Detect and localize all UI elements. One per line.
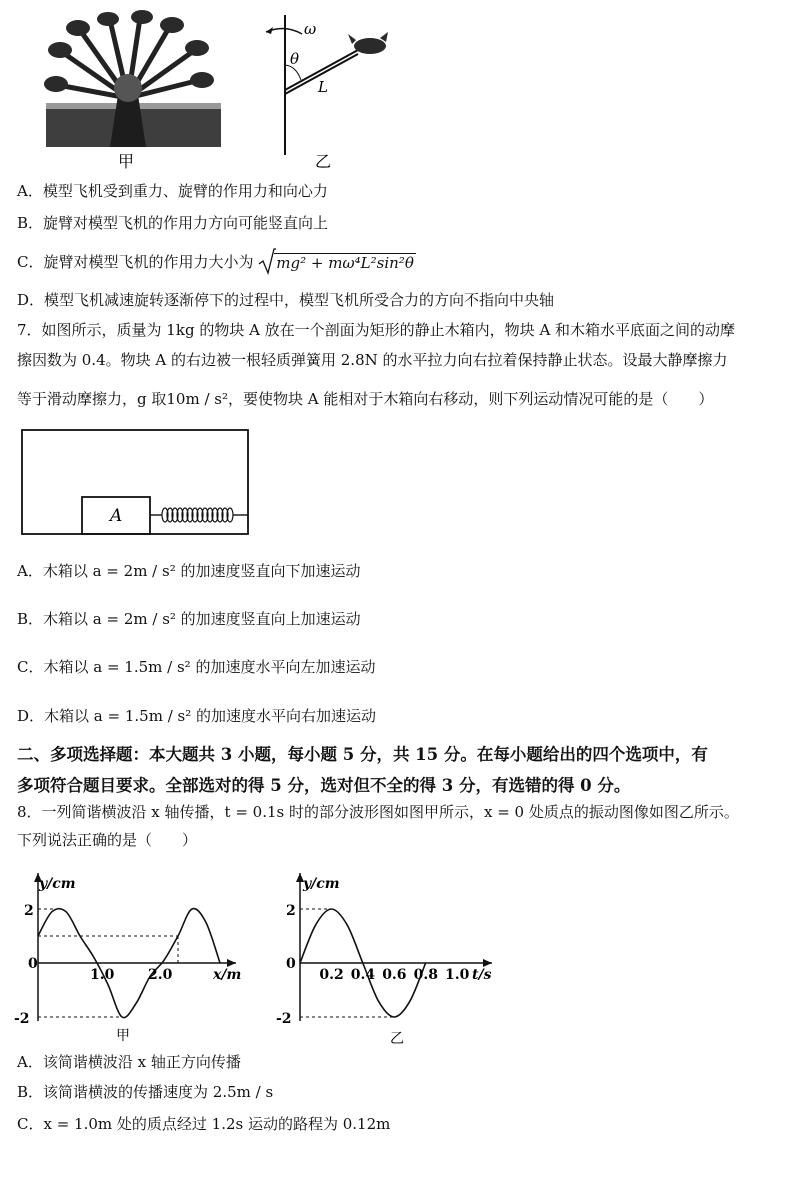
yi-xlabel: t/s [472, 967, 492, 983]
q8-stem-line2: 下列说法正确的是（ ） [17, 831, 198, 849]
yi-ytick-neg2: -2 [276, 1011, 292, 1027]
spring [162, 508, 233, 522]
yi-xtick-0-4: 0.4 [350, 967, 376, 983]
yi-caption: 乙 [390, 1031, 404, 1045]
jia-xtick-1: 1.0 [90, 967, 115, 983]
sqrt-formula [258, 253, 416, 273]
jia-ytick-2: 2 [24, 903, 34, 919]
box-spring-diagram [20, 428, 252, 538]
q8-stem-line1: 8．一列简谐横波沿 x 轴传播，t = 0.1s 时的部分波形图如图甲所示，x = 0 处质点的振动图像如图乙所示。 [17, 803, 739, 821]
q7-stem-line1: 7．如图所示，质量为 1kg 的物块 A 放在一个剖面为矩形的静止木箱内，物块 A 和木箱水平底面之间的动摩 [17, 321, 736, 339]
wooden-box [22, 430, 248, 534]
yi-xticks [319, 967, 469, 983]
q6-option-c-text: C．旋臂对模型飞机的作用力大小为 [17, 253, 254, 271]
jia-xlabel: x/m [213, 967, 242, 983]
q6-option-a: A．模型飞机受到重力、旋臂的作用力和向心力 [17, 182, 328, 200]
ride-photo [44, 10, 221, 147]
jia-axes [34, 873, 236, 1021]
section2-heading-line2: 多项符合题目要求。全部选对的得 5 分，选对但不全的得 3 分，有选错的得 0 分。 [17, 776, 631, 795]
length-label: L [318, 78, 328, 96]
q8-option-b: B．该简谐横波的传播速度为 2.5m / s [17, 1083, 274, 1101]
ride-figure [40, 10, 440, 180]
omega-label: ω [304, 20, 317, 38]
diagram-caption: 乙 [315, 152, 332, 171]
sqrt-sign [258, 248, 276, 276]
photo-caption: 甲 [118, 152, 135, 171]
vibration-chart-yi [270, 865, 510, 1045]
q7-option-d: D．木箱以 a = 1.5m / s² 的加速度水平向右加速运动 [17, 707, 376, 725]
q7-stem-line3: 等于滑动摩擦力，g 取10m / s²，要使物块 A 能相对于木箱向右移动，则下列运动情况可能的是（ ） [17, 390, 714, 408]
jia-ylabel: y/cm [39, 876, 76, 892]
yi-ylabel: y/cm [303, 876, 340, 892]
section2-heading-line1: 二、多项选择题：本大题共 3 小题，每小题 5 分，共 15 分。在每小题给出的四个选项中，有 [17, 745, 708, 764]
q7-stem-line2: 擦因数为 0.4。物块 A 的右边被一根轻质弹簧用 2.8N 的水平拉力向右拉着保持静止状态。设最大静摩擦力 [17, 351, 728, 369]
x-axis-arrow [483, 959, 492, 967]
yi-xtick-1-0: 1.0 [445, 967, 470, 983]
jia-ytick-neg2: -2 [14, 1011, 30, 1027]
q7-option-b: B．木箱以 a = 2m / s² 的加速度竖直向上加速运动 [17, 610, 361, 628]
q8-option-a: A．该简谐横波沿 x 轴正方向传播 [17, 1053, 241, 1071]
q8-option-c: C．x = 1.0m 处的质点经过 1.2s 运动的路程为 0.12m [17, 1115, 391, 1133]
sqrt-radicand: mg² + mω⁴L²sin²θ [276, 254, 414, 272]
block-a-label: A [110, 506, 123, 526]
q7-option-a: A．木箱以 a = 2m / s² 的加速度竖直向下加速运动 [17, 562, 361, 580]
yi-axes [296, 873, 492, 1021]
q6-option-c [17, 252, 416, 273]
yi-ytick-0: 0 [286, 956, 296, 972]
q6-option-d: D．模型飞机减速旋转逐渐停下的过程中，模型飞机所受合力的方向不指向中央轴 [17, 291, 555, 309]
jia-xtick-2: 2.0 [148, 967, 173, 983]
yi-ytick-2: 2 [286, 903, 296, 919]
yi-xtick-0-8: 0.8 [413, 967, 438, 983]
q7-option-c: C．木箱以 a = 1.5m / s² 的加速度水平向左加速运动 [17, 658, 376, 676]
yi-xtick-0-2: 0.2 [319, 967, 344, 983]
wave-chart-jia [14, 865, 254, 1045]
x-axis-arrow [227, 959, 236, 967]
jia-caption: 甲 [116, 1028, 130, 1044]
q6-option-b: B．旋臂对模型飞机的作用力方向可能竖直向上 [17, 214, 329, 232]
theta-label: θ [290, 50, 300, 68]
yi-xtick-0-6: 0.6 [382, 967, 407, 983]
jia-ytick-0: 0 [28, 956, 38, 972]
